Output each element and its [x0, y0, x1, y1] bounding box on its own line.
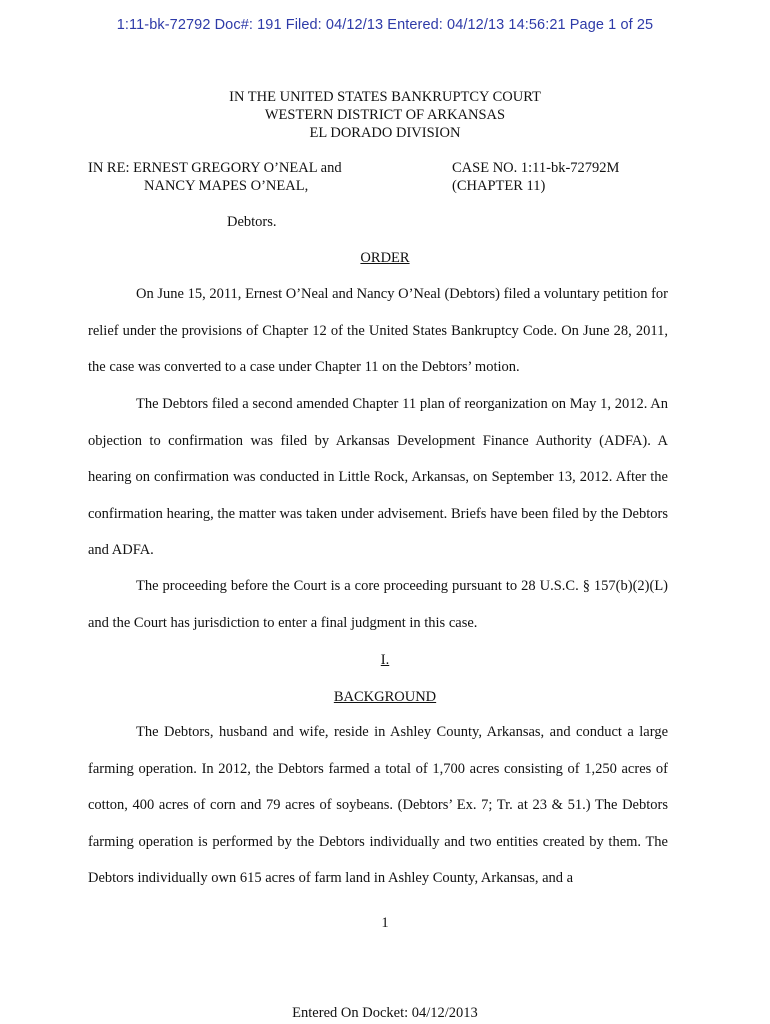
paragraph-background: The Debtors, husband and wife, reside in Ashley County, Arkansas, and conduct a large farming operation. In 2012, the Debtors farmed a total of 1,700 acres consisting of 1,250 acres of cotton, 400 acres of corn and 79 acres of soybeans. (Debtors’ Ex. 7; Tr. at 23 & 51.) The Debtors farming operation is performed by the Debtors individually and two entities created by them. The Debtors individually own 615 acres of farm land in Ashley County, Arkansas, and a	[88, 724, 668, 887]
chapter-label: (CHAPTER 11)	[452, 178, 546, 194]
court-name: IN THE UNITED STATES BANKRUPTCY COURT	[229, 89, 541, 105]
order-title: ORDER	[360, 250, 410, 266]
court-division: EL DORADO DIVISION	[309, 125, 461, 141]
docket-entry-footer: Entered On Docket: 04/12/2013	[292, 1005, 478, 1021]
in-re-debtors-line2: NANCY MAPES O’NEAL,	[144, 178, 309, 194]
section-heading: BACKGROUND	[333, 689, 437, 705]
debtors-label: Debtors.	[227, 214, 277, 230]
paragraph-jurisdiction: The proceeding before the Court is a core proceeding pursuant to 28 U.S.C. § 157(b)(2)(L) and the Court has jurisdiction to enter a final judgment in this case.	[88, 578, 668, 631]
paragraph-petition: On June 15, 2011, Ernest O’Neal and Nancy O’Neal (Debtors) filed a voluntary petition for relief under the provisions of Chapter 12 of the United States Bankruptcy Code. On June 28, 2011, the case was converted to a case under Chapter 11 on the Debtors’ motion.	[88, 286, 668, 376]
section-numeral: I.	[380, 652, 390, 668]
case-number: CASE NO. 1:11-bk-72792M	[452, 160, 620, 176]
docket-stamp: 1:11-bk-72792 Doc#: 191 Filed: 04/12/13 Entered: 04/12/13 14:56:21 Page 1 of 25	[116, 17, 654, 33]
paragraph-plan-objection: The Debtors filed a second amended Chapter 11 plan of reorganization on May 1, 2012. An objection to confirmation was filed by Arkansas Development Finance Authority (ADFA). A hearing on confirmation was conducted in Little Rock, Arkansas, on September 13, 2012. After the confirmation hearing, the matter was taken under advisement. Briefs have been filed by the Debtors and ADFA.	[88, 396, 668, 559]
in-re-debtors-line1: IN RE: ERNEST GREGORY O’NEAL and	[88, 160, 342, 176]
page-number: 1	[381, 915, 389, 931]
court-district: WESTERN DISTRICT OF ARKANSAS	[264, 107, 506, 123]
